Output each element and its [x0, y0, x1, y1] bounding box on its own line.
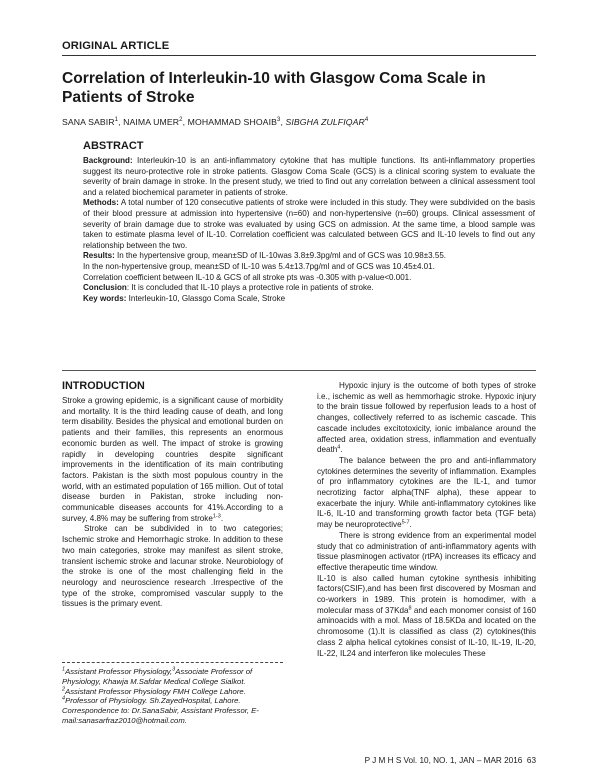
article-title: Correlation of Interleukin-10 with Glasgow Coma Scale in Patients of Stroke [62, 70, 486, 106]
author-name: MOHAMMAD SHOAIB [187, 117, 277, 127]
abstract-label: Methods: [83, 198, 119, 208]
footnote-text: Professor of Physiology. Sh.ZayedHospital, Lahore. [65, 696, 241, 706]
author-affiliation: 1 [114, 117, 119, 124]
author-list: SANA SABIR$^1$, NAIMA UMER$^2$, MOHAMMAD SHOAIB$^3$, SIBGHA ZULFIQAR$^4$ [62, 117, 369, 127]
footnotes [62, 667, 283, 726]
author-name: NAIMA UMER [123, 117, 180, 127]
abstract-keywords [83, 294, 535, 305]
abstract-label: Results: [83, 251, 115, 261]
author-affiliation: 2 [179, 117, 183, 124]
body-paragraph: Stroke can be subdivided in to two categories; Ischemic stroke and Hemorrhagic stroke. In addition to these two main categories, stroke may manifest as silent stroke, transient ischemic stroke and lacunar stroke. Neurobiology of the stroke is one of the most challenging field in the neurology and neuroscience research .Irrespective of the type of the stroke, compromised vascular supply to the tissues is the primary event. [62, 524, 283, 609]
body-paragraph: There is strong evidence from an experimental model study that co administration of anti-inflammatory agents with tissue plasminogen activator (rtPA) increases its efficacy and effective therapeutic time window. [317, 530, 536, 572]
citation: 1-3 [212, 513, 221, 520]
section-label: ORIGINAL ARTICLE [62, 40, 170, 52]
paragraph-text: . [340, 445, 343, 455]
abstract-methods [83, 198, 535, 251]
paragraph-text: IL-10 is also called human cytokine synthesis inhibiting factors(CSIF),and has been first discovered by Mosman and co-workers in 1989. This protein is homodimer, with a molecular mass of 37Kda [317, 573, 536, 615]
abstract-results [83, 251, 535, 262]
footnote: $^1$Assistant Professor Physiology,$^3$Associate Professor of Physiology, Khawja M.Safdar Medical College Sialkot. [62, 666, 253, 686]
footnote-text: Assistant Professor Physiology, [65, 667, 173, 676]
footnote: $^2$Assistant Professor Physiology FMH College Lahore. [62, 686, 246, 696]
body-paragraph [317, 456, 536, 531]
paragraph-text: . [220, 513, 224, 523]
abstract-background [83, 156, 535, 198]
abstract-body [83, 156, 535, 304]
abstract-text: Interleukin-10, Glassgo Coma Scale, Stroke [126, 293, 286, 303]
footnote: $^4$Professor of Physiology. Sh.ZayedHospital, Lahore. [62, 695, 241, 706]
paragraph-text: . [409, 520, 412, 530]
introduction-heading: INTRODUCTION [62, 380, 145, 392]
abstract-text: : It is concluded that IL-10 plays a protective role in patients of stroke. [126, 283, 374, 293]
paragraph-text: Stroke a growing epidemic, is a significant cause of morbidity and mortality. It is the third leading cause of death, and long term disability. Besides the physical and emotional burden on patients and their families, this represents an enormous economic burden as well. The impact of stroke is growing rapidly in developing countries despite significant improvements in the identification of its main contributing factors. Pakistan is the sixth most populous country in the world, with an estimated population of 165 million. Out of total disease burden in Pakistan, stroke including non-communicable diseases accounts for 41%.According to a survey, 4.8% may be suffering from stroke [62, 396, 283, 523]
abstract-text: A total number of 120 consecutive patients of stroke were included in this study. They were subdivided on the basis of their blood pressure at admission into hypertensive (n=60) and non-hypertensive (n=60) groups. Clinical assessment of severity of brain damage due to stroke was evaluated by using GCS on admission. At the same time, a blood sample was taken to estimate plasma level of IL-10. Correlation coefficient was calculated between GCS and IL-10 levels to find out any relationship between the two. [83, 198, 535, 250]
paragraph-text: and each monomer consist of 160 aminoacids with a mol. Mass of 18.5KDa and located on the chromosome (1).It is classified as class (2) cytokines(this class 2 alpha helical cytokines consist of IL-10, IL-19, IL-20, IL-22, IL24 and interferon like molecules These [317, 605, 536, 658]
abstract-conclusion [83, 283, 535, 294]
body-paragraph [317, 574, 536, 660]
paragraph-text: The balance between the pro and anti-inflammatory cytokines determines the severity of inflammation. Examples of pro inflammatory cytokines are the IL-1, and tumor necrotizing factor alpha(TNF alpha), these appear to exacerbate the injury. While anti-inflammatory cytokines like IL-6, IL-10 and transforming growth factor beta (TGF beta) may be neuroprotective [317, 455, 536, 530]
footnote-divider [62, 662, 283, 663]
footnote-text: Associate Professor of Physiology, Khawja M.Safdar Medical College Sialkot. [62, 667, 253, 686]
top-rule [62, 55, 536, 56]
abstract-heading: ABSTRACT [83, 140, 144, 152]
right-column [317, 381, 536, 659]
abstract-label: Conclusion [83, 283, 127, 293]
author-affiliation: 3 [277, 117, 281, 124]
page-footer [322, 756, 536, 765]
abstract-results-line: In the non-hypertensive group, mean±SD of IL-10 was 5.4±13.7pg/ml and of GCS was 10.45±4.01. [83, 261, 435, 271]
abstract-label: Key words: [83, 293, 127, 303]
citation: 4 [337, 444, 341, 451]
footnote-text: Assistant Professor Physiology FMH College Lahore. [65, 686, 246, 696]
abstract-text: Interleukin-10 is an anti-inflammatory cytokine that has multiple functions. Its anti-inflammatory properties suggest its neuro-protective role in stroke patients. Glasgow Coma Scale (GCS) is a clinical scoring system to evaluate the severity of brain damage in stroke. In the present study, we tried to find out any correlation between a clinical assessment tool and a related biochemical parameter in patients of stroke. [83, 156, 535, 197]
author-name: SIBGHA ZULFIQAR [285, 117, 365, 127]
journal-info: P J M H S Vol. 10, NO. 1, JAN – MAR 2016 [364, 756, 523, 765]
abstract-label: Background: [83, 156, 133, 165]
paragraph-text: Hypoxic injury is the outcome of both types of stroke i.e., ischemic as well as hemmorhagic stroke. Hypoxic injury to the brain tissue followed by reperfusion leads to a host of changes, collectively referred to as ischemic cascade. This cascade includes excitotoxicity, ionic imbalance around the affected area, oxidation stress, inflammation and eventually death [317, 381, 536, 455]
abstract-text: In the hypertensive group, mean±SD of IL-10was 3.8±9.3pg/ml and of GCS was 10.98±3.55. [114, 251, 447, 261]
body-paragraph [317, 381, 536, 456]
body-paragraph [62, 396, 283, 524]
left-column [62, 396, 283, 610]
author-affiliation: 4 [364, 117, 369, 124]
page-number: 63 [526, 756, 536, 765]
correspondence: Correspondence to: Dr.SanaSabir, Assistant Professor, E-mail:sanasarfraz2010@hotmail.com. [62, 706, 259, 725]
abstract-results-line: Correlation coefficient between IL-10 & GCS of all stroke pts was -0.305 with p-value<0.001. [83, 272, 412, 282]
abstract-divider [62, 370, 536, 371]
citation: 8 [408, 605, 412, 612]
author-name: SANA SABIR [62, 117, 115, 127]
citation: 5-7 [401, 519, 410, 526]
